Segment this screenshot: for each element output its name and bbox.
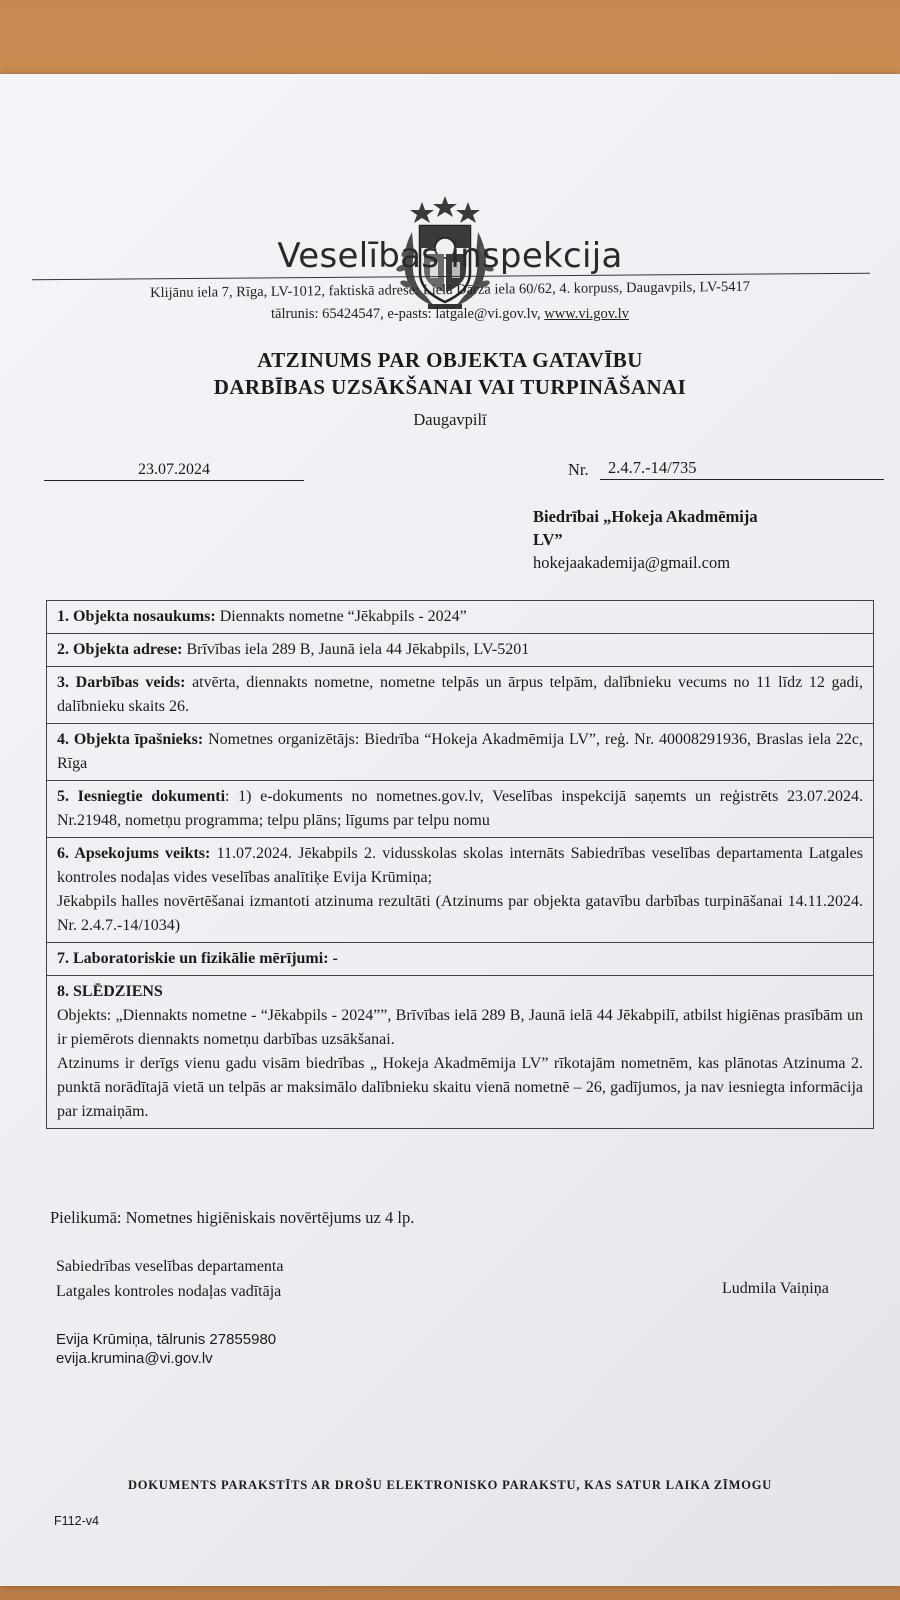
issue-place: Daugavpilī [413,410,487,429]
document-title-line1: ATZINUMS PAR OBJEKTA GATAVĪBU [257,348,643,372]
table-row [47,601,874,634]
section-label: 8. SLĒDZIENS [57,983,163,1000]
organization-contacts [0,306,900,323]
organization-address: Klijānu iela 7, Rīga, LV-1012, faktiskā adrese: Lielā Dārza iela 60/62, 4. korpuss, Daugavpils, LV-5417 [149,278,750,302]
section-text: Nometnes organizētājs: Biedrība “Hokeja Akadmēmija LV”, reģ. Nr. 40008291936, Braslas iela 22c, Rīga [57,731,863,772]
section-object-address [47,634,874,667]
section-label: 6. Apsekojums veikts: [57,845,211,862]
section-inspection [47,838,874,943]
contact-name-phone: Evija Krūmiņa, tālrunis 27855980 [56,1331,277,1348]
section-text: atvērta, diennakts nometne, nometne telpās un ārpus telpām, dalībnieku vecums no 11 līdz 12 gadi, dalībnieku skaits 26. [57,674,864,715]
section-text: : 1) e-dokuments no nometnes.gov.lv, Veselības inspekcijā saņemts un reģistrēts 23.07.2024. Nr.21948, nometņu programma; telpu plāns; līgums par telpu nomu [57,788,864,829]
section-text-continued: Jēkabpils halles novērtēšanai izmantoti atzinuma rezultāti (Atzinums par objekta gatavību darbības turpināšanai 14.11.2024. Nr. 2.4.7.-14/1034) [57,893,863,934]
table-row [47,724,874,781]
table-row [47,667,874,724]
e-signature-note: DOKUMENTS PARAKSTĪTS AR DROŠU ELEKTRONISKO PARAKSTU, KAS SATUR LAIKA ZĪMOGU [127,1478,773,1492]
table-row [47,634,874,667]
section-object-owner [47,724,874,781]
section-label: 2. Objekta adrese: [57,641,183,658]
organization-name: Veselības inspekcija [277,236,623,276]
website-link[interactable]: www.vi.gov.lv [544,306,629,322]
section-text: 11.07.2024. Jēkabpils 2. vidusskolas skolas internāts Sabiedrības veselības departamenta Latgales kontroles nodaļas vides veselības analītiķe Evija Krūmiņa; [57,845,863,886]
section-object-name [47,601,874,634]
section-label: 5. Iesniegtie dokumenti [57,788,226,805]
section-label: 3. Darbības veids: [57,674,186,691]
table-row [47,976,874,1129]
table-row [47,781,874,838]
signer-position-line2: Latgales kontroles nodaļas vadītāja [56,1283,282,1300]
table-row [47,943,874,976]
document-page [0,74,900,1586]
conclusion-text: Objekts: „Diennakts nometne - “Jēkabpils - 2024””, Brīvības ielā 289 B, Jaunā ielā 44 Jēkabpilī, atbilst higiēnas prasībām un ir piemērots diennakts nometņu darbības uzsākšanai. [57,1007,863,1048]
contacts-text: tālrunis: 65424547, e-pasts: latgale@vi.gov.lv, [271,306,545,322]
recipient-name-line1: Biedrībai „Hokeja Akadmēmija [533,507,758,526]
section-activity-type [47,667,874,724]
section-label: 7. Laboratoriskie un fizikālie mērījumi: [57,950,329,967]
document-date: 23.07.2024 [44,461,304,481]
signer-name: Ludmila Vaiņiņa [722,1280,829,1297]
section-submitted-documents [47,781,874,838]
section-text: Diennakts nometne “Jēkabpils - 2024” [215,608,467,625]
document-title-line2: DARBĪBAS UZSĀKŠANAI VAI TURPINĀŠANAI [213,375,687,399]
table-row [47,838,874,943]
recipient-email: hokejaakademija@gmail.com [533,553,731,572]
section-lab-measurements [47,943,874,976]
number-label: Nr. [568,460,589,479]
section-text: - [328,950,338,967]
recipient-name-line2: LV” [533,530,563,549]
section-conclusion [47,976,874,1129]
section-text: Brīvības iela 289 B, Jaunā iela 44 Jēkabpils, LV-5201 [182,641,530,658]
section-label: 1. Objekta nosaukums: [57,608,216,625]
attachment-note: Pielikumā: Nometnes higiēniskais novērtējums uz 4 lp. [50,1208,415,1227]
section-label: 4. Objekta īpašnieks: [57,731,204,748]
assessment-table [46,600,874,1129]
document-number: 2.4.7.-14/735 [600,458,884,480]
contact-email: evija.krumina@vi.gov.lv [56,1350,213,1367]
form-code: F112-v4 [54,1514,99,1528]
signer-position-line1: Sabiedrības veselības departamenta [56,1258,284,1275]
signer-position [56,1254,283,1304]
recipient-block [533,505,758,574]
contact-person [56,1330,276,1368]
conclusion-text-continued: Atzinums ir derīgs vienu gadu visām biedrības „ Hokeja Akadmēmija LV” rīkotajām nometnēm, kas plānotas Atzinuma 2. punktā norādītajā vietā un telpās ar maksimālo dalībnieku skaitu vienā nometnē – 26, gadījumos, ja nav iesniegta informācija par izmaiņām. [57,1055,863,1120]
